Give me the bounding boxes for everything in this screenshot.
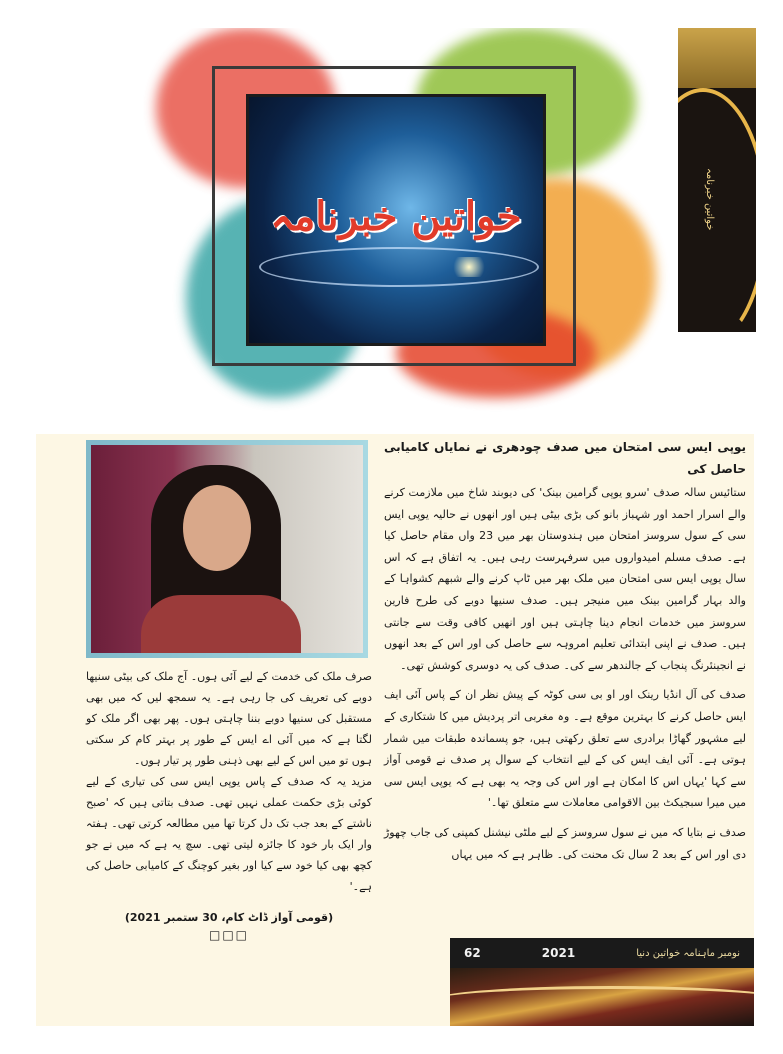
- article-paragraph: صدف نے بتایا کہ میں نے سول سروسز کے لیے ملٹی نیشنل کمپنی کی جاب چھوڑ دی اور اس کے بعد 2 سال تک محنت کی۔ ظاہر ہے کہ میں یہاں: [383, 825, 746, 861]
- banner-image: [246, 94, 546, 346]
- magazine-issue: نومبر ماہنامہ خواتین دنیا: [636, 947, 740, 959]
- side-tab-gold-band: [678, 28, 756, 88]
- portrait-scarf: [141, 595, 301, 653]
- lens-flare: [449, 257, 489, 277]
- portrait-face: [183, 485, 251, 571]
- article-paragraph: ستائیس سالہ صدف 'سرو یوپی گرامین بینک' کی دیوبند شاخ میں ملازمت کرنے والے اسرار احمد اور شہباز بانو کی بڑی بیٹی ہیں اور انھوں نے حالیہ یوپی ایس سی کے سول سروسز امتحان میں ہندوستان بھر میں 23 واں مقام حاصل کیا ہے۔ صدف مسلم امیدواروں میں سرفہرست رہی ہیں۔ یہ اتفاق ہے کہ اس سال یوپی ایس سی امتحان میں ملک بھر میں ٹاپ کرنے والے شبھم کشواہا کے والد بہار گرامین بینک میں منیجر ہیں۔ صدف سنیھا دوبے کی طرح فارین سروسز میں خدمات انجام دینا چاہتی ہیں اور انھیں کافی وقت سے جانتی ہیں۔ صدف نے اپنی ابتدائی تعلیم امروہہ سے حاصل کی اور اس کے بعد انھوں نے انجینئرنگ پنجاب کے جالندھر سے کی۔ صدف کی یہ دوسری کوشش تھی۔: [384, 486, 746, 672]
- article-paragraph: صرف ملک کی خدمت کے لیے آئی ہوں۔ آج ملک کی بیٹی سنیھا دوبے کی تعریف کی جا رہی ہے۔ یہ سمجھ لیں کہ میں بھی مستقبل کی سنیھا دوبے بننا چاہتی ہوں۔ پھر بھی اگر ملک کو لگتا ہے کہ میں آئی اے ایس کے طور پر بہتر کام کر سکتی ہوں تو میں اس کے لیے بھی ذہنی طور پر تیار ہوں۔: [86, 670, 372, 767]
- side-tab-label: خواتین خبرنامہ: [704, 168, 715, 231]
- end-marks: □□□: [208, 928, 249, 942]
- article-headline: یوپی ایس سی امتحان میں صدف چودھری نے نمایاں کامیابی حاصل کی: [384, 440, 746, 476]
- portrait-frame: [86, 440, 368, 658]
- banner-title: خواتین خبرنامہ: [270, 193, 522, 240]
- article-paragraph: مزید یہ کہ صدف کے پاس یوپی ایس سی کی تیاری کے لیے کوئی بڑی حکمت عملی نہیں تھی۔ صدف بتاتی ہیں کہ 'صبح ناشتے کے بعد جب تک دل کرتا تھا میں مطالعہ کرتی تھی۔ ہفتہ وار ایک بار خود کا جائزہ لیتی تھی۔ سچ یہ ہے کہ میں نے جو کچھ بھی کیا خود سے کیا اور بغیر کوچنگ کے کامیابی حاصل کی ہے۔': [86, 775, 372, 893]
- header-banner: [36, 28, 670, 430]
- article-right-column: [384, 436, 746, 865]
- page-number: 62: [464, 946, 481, 960]
- footer-decoration: [450, 968, 754, 1026]
- article-paragraph: صدف کی آل انڈیا رینک اور او بی سی کوٹہ کے پیش نظر ان کے پاس آئی ایف ایس حاصل کرنے کا بہترین موقع ہے۔ وہ مغربی اتر پردیش میں کا شتکاری کے لیے مشہور گھاڑا برادری سے تعلق رکھتی ہیں، جو پسماندہ طبقات میں شمار ہوتی ہے۔ آئی ایف ایس کی کے لیے انتخاب کے سوال پر صدف نے قومی آواز سے کہا 'یہاں اس کا امکان ہے اور اس کی وجہ یہ بھی ہے کہ یوپی ایس سی میں میرا سبجیکٹ بین الاقوامی معاملات سے متعلق تھا۔': [384, 688, 746, 810]
- issue-year: 2021: [541, 946, 576, 960]
- portrait-photo: [91, 445, 363, 653]
- section-side-tab: [678, 28, 756, 332]
- article-left-column: [86, 666, 372, 942]
- globe-ring: [259, 247, 539, 287]
- page-footer: [450, 938, 754, 968]
- source-note: (قومی آواز ڈاٹ کام، 30 ستمبر 2021): [124, 911, 334, 924]
- footer-swoosh: [450, 986, 754, 1016]
- side-tab-curve: [678, 88, 756, 332]
